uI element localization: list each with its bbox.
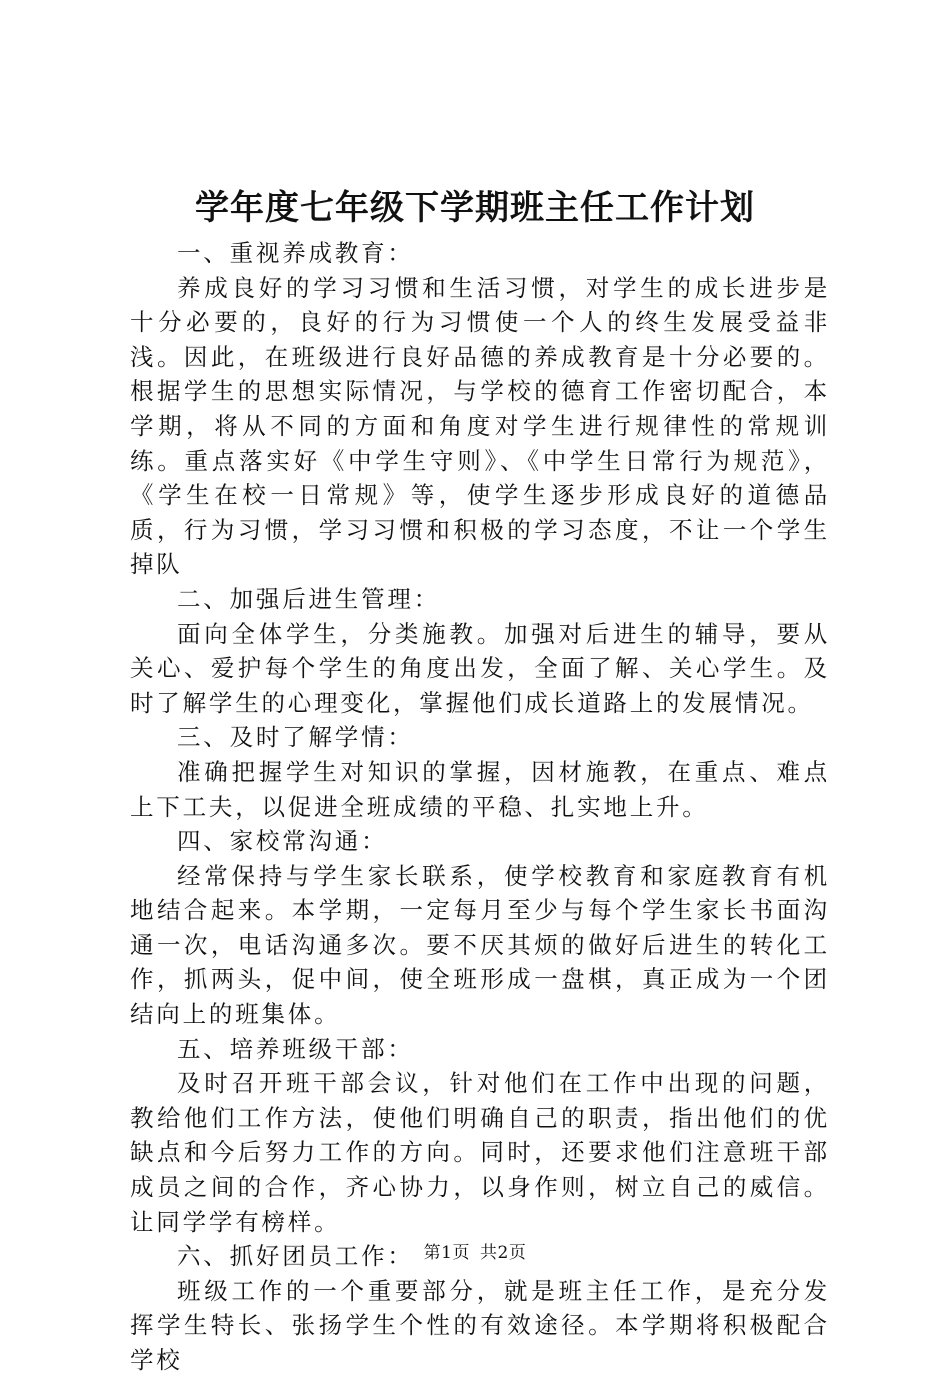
section-paragraph-1: 养成良好的学习习惯和生活习惯，对学生的成长进步是十分必要的，良好的行为习惯使一个人的终生发展受益非浅。因此，在班级进行良好品德的养成教育是十分必要的。根据学生的思想实际情况，与学校的德育工作密切配合，本学期，将从不同的方面和角度对学生进行规律性的常规训练。重点落实好《中学生守则》、《中学生日常行为规范》，《学生在校一日常规》等，使学生逐步形成良好的道德品质，行为习惯，学习习惯和积极的学习态度，不让一个学生掉队 (130, 273, 830, 579)
section-paragraph-4: 经常保持与学生家长联系，使学校教育和家庭教育有机地结合起来。本学期，一定每月至少与每个学生家长书面沟通一次，电话沟通多次。要不厌其烦的做好后进生的转化工作，抓两头，促中间，使全班形成一盘棋，真正成为一个团结向上的班集体。 (130, 861, 830, 1029)
section-paragraph-6: 班级工作的一个重要部分，就是班主任工作，是充分发挥学生特长、张扬学生个性的有效途径。本学期将积极配合学校 (130, 1276, 830, 1374)
section-heading-2: 二、加强后进生管理： (177, 584, 440, 613)
document-title: 学年度七年级下学期班主任工作计划 (195, 188, 755, 228)
section-heading-1: 一、重视养成教育： (177, 239, 414, 267)
section-paragraph-2: 面向全体学生，分类施教。加强对后进生的辅导，要从关心、爱护每个学生的角度出发，全面了解、关心学生。及时了解学生的心理变化，掌握他们成长道路上的发展情况。 (130, 619, 830, 717)
document-body (130, 236, 830, 1378)
page-total: 共2页 (480, 1243, 527, 1263)
section-paragraph-5: 及时召开班干部会议，针对他们在工作中出现的问题，教给他们工作方法，使他们明确自己的职责，指出他们的优缺点和今后努力工作的方向。同时，还要求他们注意班干部成员之间的合作，齐心协力，以身作则，树立自己的威信。让同学学有榜样。 (130, 1069, 830, 1236)
section-heading-3: 三、及时了解学情： (177, 723, 414, 752)
page-number: 第1页 (423, 1243, 470, 1263)
section-heading-5: 五、培养班级干部： (177, 1034, 414, 1063)
page-footer (0, 1240, 950, 1266)
section-heading-6: 六、抓好团员工作： (177, 1242, 414, 1271)
section-paragraph-3: 准确把握学生对知识的掌握，因材施教，在重点、难点上下工夫，以促进全班成绩的平稳、扎实地上升。 (130, 757, 830, 821)
section-heading-4: 四、家校常沟通： (177, 827, 388, 856)
